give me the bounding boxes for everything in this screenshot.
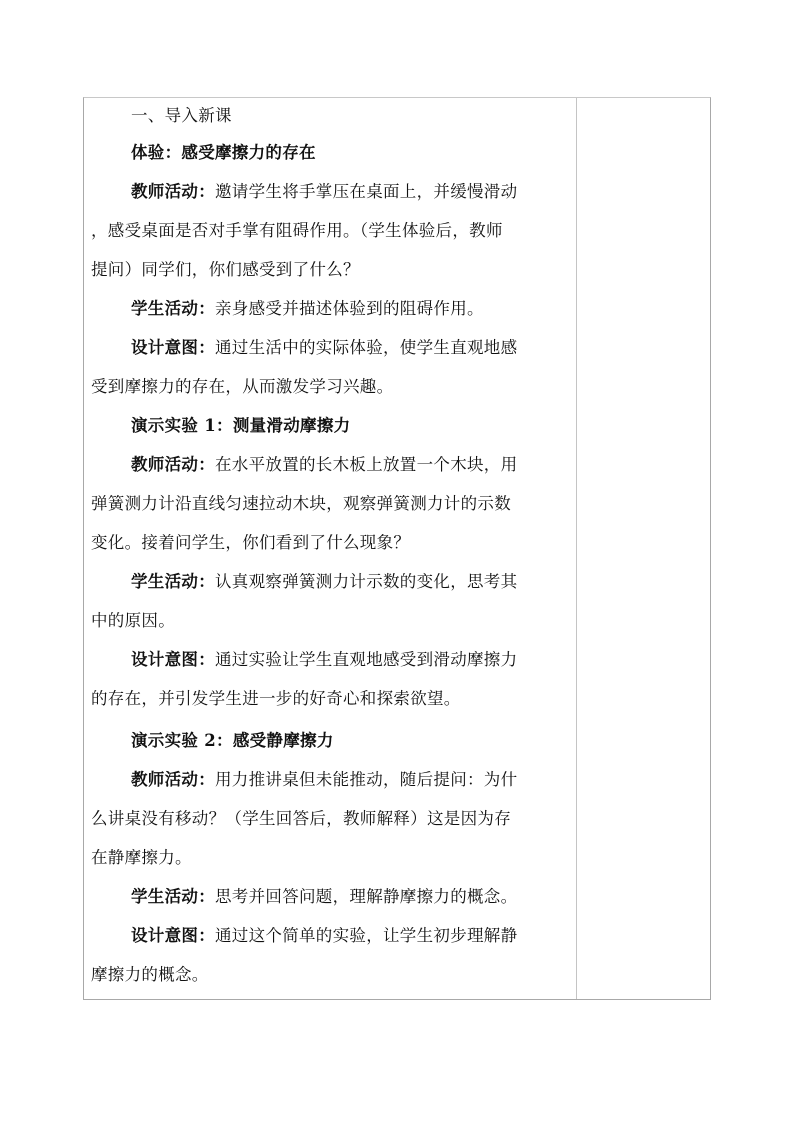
teacher-label: 教师活动： [131, 182, 215, 201]
teacher-text-line: 提问）同学们，你们感受到了什么？ [91, 260, 360, 279]
teacher-activity-1 [131, 178, 517, 202]
design-label: 设计意图： [131, 338, 215, 357]
teacher-activity-3 [131, 766, 517, 790]
experience-title: 体验：感受摩擦力的存在 [131, 143, 316, 162]
student-text: 亲身感受并描述体验到的阻碍作用。 [215, 299, 484, 318]
design-text-line: 的存在，并引发学生进一步的好奇心和探索欲望。 [91, 689, 461, 708]
student-label: 学生活动： [131, 572, 215, 591]
design-intent-2 [131, 646, 517, 670]
teacher-text-line: ，感受桌面是否对手掌有阻碍作用。（学生体验后，教师 [91, 221, 503, 240]
design-text: 通过实验让学生直观地感受到滑动摩擦力 [215, 650, 518, 669]
demo1-title: 演示实验 1：测量滑动摩擦力 [131, 416, 351, 435]
teacher-activity-2 [131, 451, 517, 475]
student-label: 学生活动： [131, 887, 215, 906]
teacher-text-line: 弹簧测力计沿直线匀速拉动木块，观察弹簧测力计的示数 [91, 494, 511, 513]
design-text: 通过生活中的实际体验，使学生直观地感 [215, 338, 518, 357]
design-text-line: 摩擦力的概念。 [91, 965, 209, 984]
design-intent-3 [131, 922, 517, 946]
student-activity-3 [131, 883, 517, 907]
design-text: 通过这个简单的实验，让学生初步理解静 [215, 926, 518, 945]
teacher-text: 用力推讲桌但未能推动，随后提问：为什 [215, 770, 518, 789]
teacher-text: 在水平放置的长木板上放置一个木块，用 [215, 455, 518, 474]
student-activity-1 [131, 295, 484, 319]
student-activity-2 [131, 568, 517, 592]
design-label: 设计意图： [131, 926, 215, 945]
student-text-line: 中的原因。 [91, 611, 175, 630]
teacher-label: 教师活动： [131, 455, 215, 474]
teacher-text-line: 在静摩擦力。 [91, 848, 192, 867]
teacher-text: 邀请学生将手掌压在桌面上，并缓慢滑动 [215, 182, 518, 201]
design-intent-1 [131, 334, 517, 358]
section-title: 一、导入新课 [131, 106, 232, 125]
column-divider [576, 98, 577, 999]
student-label: 学生活动： [131, 299, 215, 318]
lesson-table [83, 97, 711, 1000]
design-label: 设计意图： [131, 650, 215, 669]
student-text: 认真观察弹簧测力计示数的变化，思考其 [215, 572, 518, 591]
teacher-text-line: 变化。接着问学生，你们看到了什么现象？ [91, 533, 411, 552]
demo2-title: 演示实验 2：感受静摩擦力 [131, 731, 334, 750]
teacher-text-line: 么讲桌没有移动？（学生回答后，教师解释）这是因为存 [91, 809, 511, 828]
student-text: 思考并回答问题，理解静摩擦力的概念。 [215, 887, 518, 906]
design-text-line: 受到摩擦力的存在，从而激发学习兴趣。 [91, 377, 394, 396]
teacher-label: 教师活动： [131, 770, 215, 789]
